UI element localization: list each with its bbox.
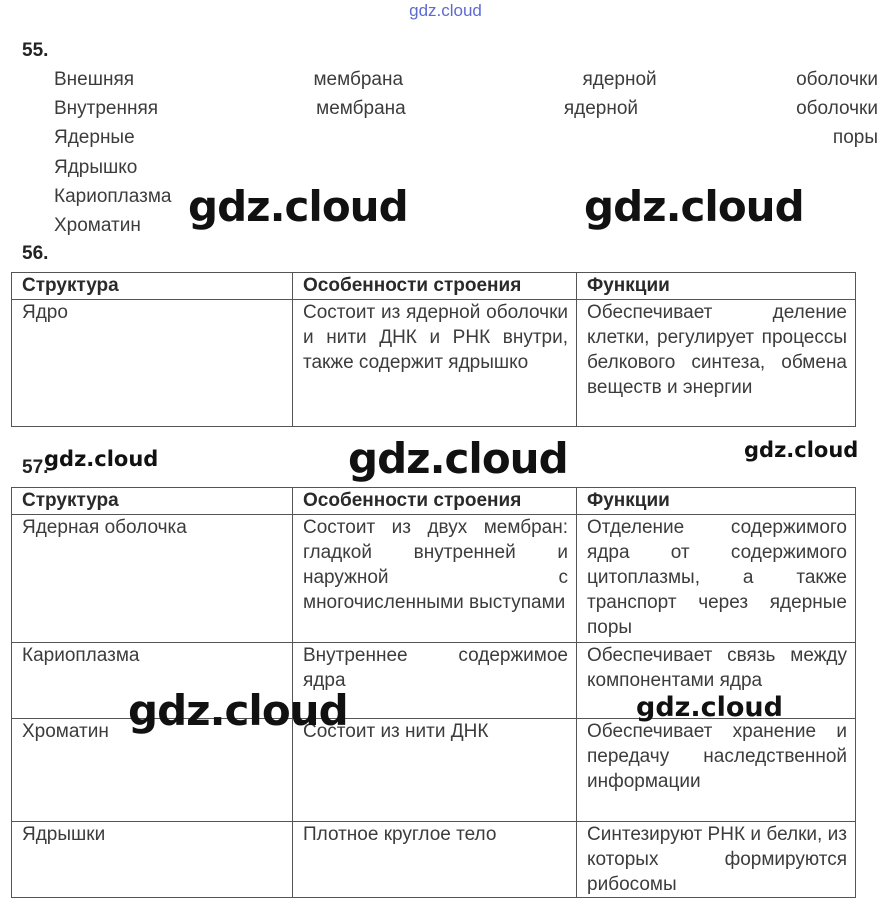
cell-functions: Обеспечивает хранение и передачу наследственной информации <box>577 719 856 822</box>
watermark-overlay: gdz.cloud <box>128 686 348 735</box>
word: Внешняя <box>54 69 135 90</box>
cell-structure: Ядерная оболочка <box>12 515 293 643</box>
cell-features: Состоит из нити ДНК <box>293 719 577 822</box>
watermark-overlay: gdz.cloud <box>744 438 859 462</box>
cell-features: Внутреннее содержимое ядра <box>293 643 577 719</box>
section-56-number: 56. <box>22 243 49 264</box>
section-55-item-karyoplasm: Кариоплазма <box>54 186 172 207</box>
word: ядерной <box>582 69 657 90</box>
header-features: Особенности строения <box>293 488 577 515</box>
table-row <box>12 822 856 898</box>
table-row <box>12 515 856 643</box>
table-row <box>12 300 856 427</box>
cell-functions: Обеспечивает деление клетки, регулирует процессы белкового синтеза, обмена веществ и энергии <box>577 300 856 427</box>
word: ядерной <box>563 98 639 119</box>
cell-features: Состоит из ядерной оболочки и нити ДНК и РНК внутри, также содержит ядрышко <box>293 300 577 427</box>
cell-structure: Ядро <box>12 300 293 427</box>
cell-structure: Кариоплазма <box>12 643 293 719</box>
section-55-row-1 <box>54 68 878 92</box>
header-structure: Структура <box>12 273 293 300</box>
word: мембрана <box>313 69 404 90</box>
top-watermark: gdz.cloud <box>409 1 482 20</box>
table-header-row <box>12 273 856 300</box>
table-56 <box>11 272 856 427</box>
watermark-overlay: gdz.cloud <box>188 182 408 231</box>
word: мембрана <box>316 98 406 119</box>
cell-structure: Хроматин <box>12 719 293 822</box>
table-header-row <box>12 488 856 515</box>
section-55-row-2 <box>54 97 878 121</box>
header-functions: Функции <box>577 273 856 300</box>
section-55-row-3 <box>54 126 878 150</box>
cell-features: Плотное круглое тело <box>293 822 577 898</box>
cell-features: Состоит из двух мембран: гладкой внутренней и наружной с многочисленными выступами <box>293 515 577 643</box>
header-features: Особенности строения <box>293 273 577 300</box>
header-structure: Структура <box>12 488 293 515</box>
word: оболочки <box>796 69 878 90</box>
cell-functions: Отделение содержимого ядра от содержимого цитоплазмы, а также транспорт через ядерные поры <box>577 515 856 643</box>
word: поры <box>832 127 878 148</box>
section-55-item-nucleolus: Ядрышко <box>54 157 138 178</box>
header-functions: Функции <box>577 488 856 515</box>
section-57-number: 57. <box>22 457 49 478</box>
watermark-overlay: gdz.cloud <box>44 447 159 471</box>
word: Внутренняя <box>54 98 159 119</box>
watermark-overlay: gdz.cloud <box>636 692 783 723</box>
cell-structure: Ядрышки <box>12 822 293 898</box>
cell-functions: Обеспечивает связь между компонентами ядра <box>577 643 856 719</box>
section-55-item-chromatin: Хроматин <box>54 215 141 236</box>
word: Ядерные <box>54 127 135 148</box>
watermark-overlay: gdz.cloud <box>348 434 568 483</box>
word: оболочки <box>796 98 878 119</box>
watermark-overlay: gdz.cloud <box>584 182 804 231</box>
cell-functions: Синтезируют РНК и белки, из которых формируются рибосомы <box>577 822 856 898</box>
section-55-number: 55. <box>22 40 49 61</box>
